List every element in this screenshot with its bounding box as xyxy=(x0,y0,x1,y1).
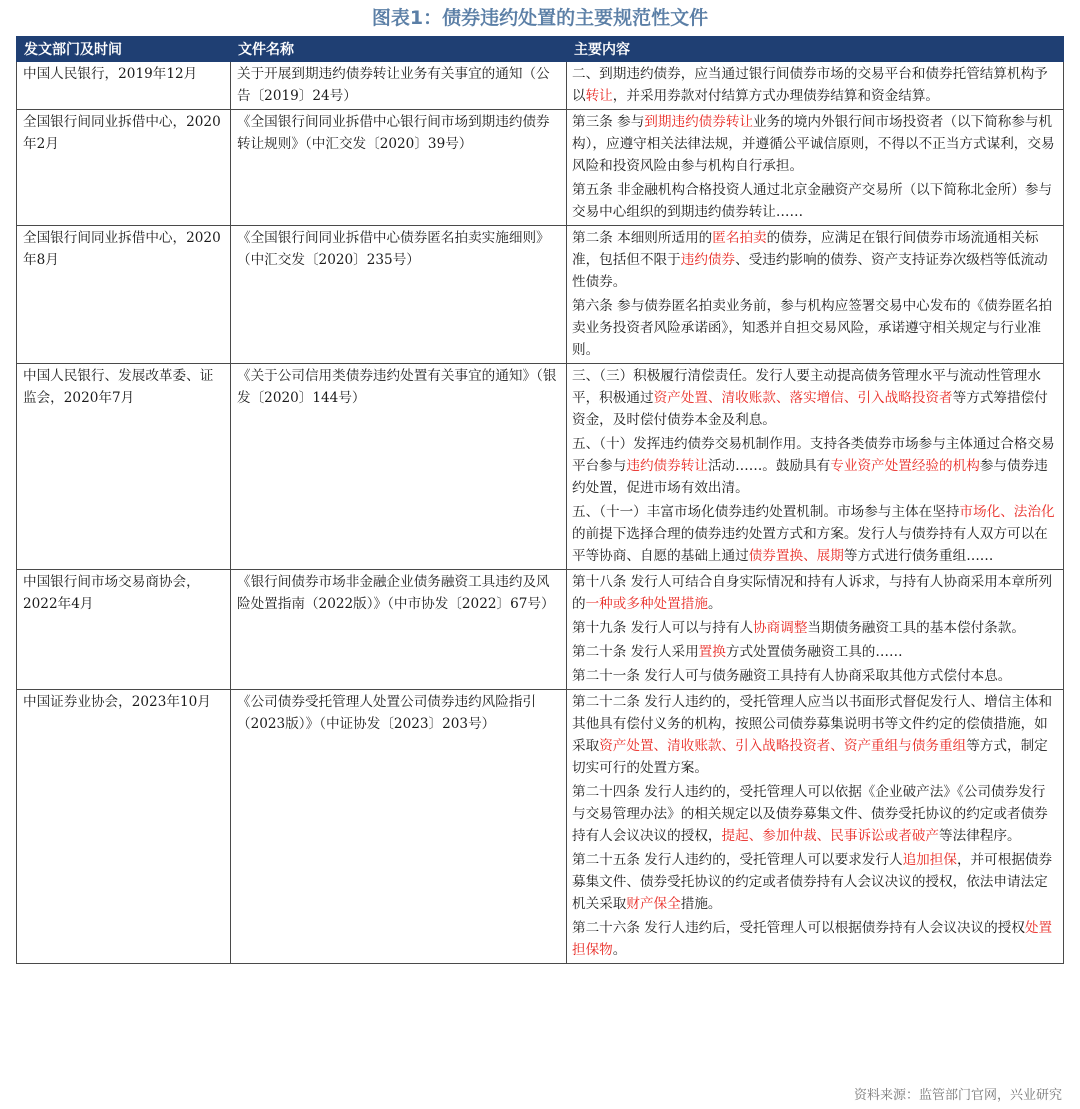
header-content: 主要内容 xyxy=(567,37,1064,62)
content-cell xyxy=(567,62,1064,110)
content-paragraph xyxy=(572,781,1058,847)
highlighted-text: 违约债券 xyxy=(680,252,736,268)
content-paragraph xyxy=(572,849,1058,915)
dept-cell: 全国银行间同业拆借中心，2020年8月 xyxy=(17,226,231,364)
content-paragraph xyxy=(572,617,1058,639)
table-row xyxy=(17,110,1064,226)
content-text: 第二十条 发行人采用 xyxy=(572,644,699,660)
content-text: 等法律程序。 xyxy=(939,828,1021,844)
highlighted-text: 专业资产处置经验的机构 xyxy=(830,458,980,474)
content-text: 五、（十）发挥违约债券交易机制作用。支持各类债券市场参与主体通过合格交易平台参与 xyxy=(572,436,1055,474)
header-row xyxy=(17,37,1064,62)
content-text: 第三条 参与 xyxy=(572,114,645,130)
content-text: 第十八条 发行人可结合自身实际情况和持有人诉求，与持有人协商采用本章所列的 xyxy=(572,574,1053,612)
content-text: ，并采用券款对付结算方式办理债券结算和资金结算。 xyxy=(612,88,940,104)
highlighted-text: 资产处置、清收账款、引入战略投资者、资产重组与债务重组 xyxy=(599,738,967,754)
header-doc: 文件名称 xyxy=(231,37,567,62)
content-text: 第二十五条 发行人违约的，受托管理人可以要求发行人 xyxy=(572,852,903,868)
content-text: 的前提下选择合理的债券违约处置方式和方案。发行人与债券持有人双方可以在平等协商、自愿的基础上通过 xyxy=(572,526,1048,564)
content-text: 、受违约影响的债券、资产支持证券次级档等低流动性债券。 xyxy=(572,252,1048,290)
content-paragraph xyxy=(572,433,1058,499)
content-paragraph xyxy=(572,227,1058,293)
highlighted-text: 违约债券转让 xyxy=(626,458,708,474)
content-text: 等方式筹措偿付资金，及时偿付债券本金及利息。 xyxy=(572,390,1048,428)
content-text: 活动……。鼓励具有 xyxy=(707,458,831,474)
content-text: 第二十一条 发行人可与债务融资工具持有人协商采取其他方式偿付本息。 xyxy=(572,668,1012,684)
header-dept: 发文部门及时间 xyxy=(17,37,231,62)
highlighted-text: 债券置换、展期 xyxy=(748,548,844,564)
content-text: 二、到期违约债券，应当通过银行间债券市场的交易平台和债券托管结算机构予以 xyxy=(572,66,1048,104)
dept-cell: 中国人民银行、发展改革委、证监会，2020年7月 xyxy=(17,364,231,570)
content-text: 第二十六条 发行人违约后，受托管理人可以根据债券持有人会议决议的授权 xyxy=(572,920,1025,936)
content-paragraph xyxy=(572,365,1058,431)
content-text: 三、（三）积极履行清偿责任。发行人要主动提高债务管理水平与流动性管理水平，积极通过 xyxy=(572,368,1041,406)
highlighted-text: 协商调整 xyxy=(753,620,808,636)
content-text: 。 xyxy=(707,596,722,612)
dept-cell: 全国银行间同业拆借中心，2020年2月 xyxy=(17,110,231,226)
content-text: 五、（十一）丰富市场化债券违约处置机制。市场参与主体在坚持 xyxy=(572,504,960,520)
doc-name-cell: 《全国银行间同业拆借中心银行间市场到期违约债券转让规则》（中汇交发〔2020〕39号） xyxy=(231,110,567,226)
content-text: 业务的境内外银行间市场投资者（以下简称参与机构），应遵守相关法律法规，并遵循公平诚信原则，不得以不正当方式谋利，交易风险和投资风险由参与机构自行承担。 xyxy=(572,114,1055,174)
content-text: 第二十二条 发行人违约的，受托管理人应当以书面形式督促发行人、增信主体和其他具有偿付义务的机构，按照公司债券募集说明书等文件约定的偿债措施，如采取 xyxy=(572,694,1053,754)
doc-name-cell: 《关于公司信用类债券违约处置有关事宜的通知》（银发〔2020〕144号） xyxy=(231,364,567,570)
highlighted-text: 财产保全 xyxy=(626,896,681,912)
content-paragraph xyxy=(572,501,1058,567)
content-cell xyxy=(567,570,1064,690)
content-text: 第二十四条 发行人违约的，受托管理人可以依据《企业破产法》《公司债券发行与交易管理办法》的相关规定以及债券募集文件、债券受托协议的约定或者债券持有人会议决议的授权， xyxy=(572,784,1048,844)
content-text: 第十九条 发行人可以与持有人 xyxy=(572,620,754,636)
content-paragraph xyxy=(572,665,1058,687)
content-paragraph xyxy=(572,571,1058,615)
dept-cell: 中国银行间市场交易商协会，2022年4月 xyxy=(17,570,231,690)
table-row xyxy=(17,364,1064,570)
content-paragraph xyxy=(572,691,1058,779)
content-paragraph xyxy=(572,111,1058,177)
table-row xyxy=(17,570,1064,690)
content-paragraph xyxy=(572,641,1058,663)
doc-name-cell: 关于开展到期违约债券转让业务有关事宜的通知（公告〔2019〕24号） xyxy=(231,62,567,110)
content-text: 的债券，应满足在银行间债券市场流通相关标准，包括但不限于 xyxy=(572,230,1039,268)
highlighted-text: 追加担保 xyxy=(902,852,957,868)
highlighted-text: 匿名拍卖 xyxy=(712,230,767,246)
source-note: 资料来源：监管部门官网，兴业研究 xyxy=(853,1088,1062,1103)
table-row xyxy=(17,690,1064,964)
content-text: 。 xyxy=(612,942,627,958)
content-cell xyxy=(567,690,1064,964)
content-paragraph xyxy=(572,179,1058,223)
content-text: ，并可根据债券募集文件、债券受托协议的约定或者债券持有人会议决议的授权，依法申请法定机关采取 xyxy=(572,852,1053,912)
highlighted-text: 提起、参加仲裁、民事诉讼或者破产 xyxy=(721,828,940,844)
table-row xyxy=(17,62,1064,110)
content-cell xyxy=(567,226,1064,364)
doc-name-cell: 《全国银行间同业拆借中心债券匿名拍卖实施细则》（中汇交发〔2020〕235号） xyxy=(231,226,567,364)
doc-name-cell: 《银行间债券市场非金融企业债务融资工具违约及风险处置指南（2022版）》（中市协发〔2022〕67号） xyxy=(231,570,567,690)
content-paragraph xyxy=(572,917,1058,961)
content-text: 第五条 非金融机构合格投资人通过北京金融资产交易所（以下简称北金所）参与交易中心组织的到期违约债券转让…… xyxy=(572,182,1053,220)
content-text: 措施。 xyxy=(680,896,722,912)
content-cell xyxy=(567,110,1064,226)
content-text: 当期债务融资工具的基本偿付条款。 xyxy=(807,620,1025,636)
highlighted-text: 市场化、法治化 xyxy=(959,504,1055,520)
regulation-table xyxy=(16,36,1064,964)
content-text: 参与债券违约处置，促进市场有效出清。 xyxy=(572,458,1048,496)
content-text: 方式处置债务融资工具的…… xyxy=(725,644,903,660)
highlighted-text: 处置担保物 xyxy=(572,920,1053,958)
content-cell xyxy=(567,364,1064,570)
content-paragraph xyxy=(572,295,1058,361)
dept-cell: 中国证券业协会，2023年10月 xyxy=(17,690,231,964)
content-text: 等方式进行债务重组…… xyxy=(843,548,994,564)
highlighted-text: 一种或多种处置措施 xyxy=(585,596,708,612)
dept-cell: 中国人民银行，2019年12月 xyxy=(17,62,231,110)
highlighted-text: 到期违约债券转让 xyxy=(644,114,754,130)
content-text: 第二条 本细则所适用的 xyxy=(572,230,713,246)
highlighted-text: 置换 xyxy=(698,644,726,660)
highlighted-text: 转让 xyxy=(585,88,613,104)
content-text: 第六条 参与债券匿名拍卖业务前，参与机构应签署交易中心发布的《债券匿名拍卖业务投资者风险承诺函》，知悉并自担交易风险，承诺遵守相关规定与行业准则。 xyxy=(572,298,1053,358)
highlighted-text: 资产处置、清收账款、落实增信、引入战略投资者 xyxy=(653,390,953,406)
content-text: 等方式，制定切实可行的处置方案。 xyxy=(572,738,1048,776)
table-title: 图表1：债券违约处置的主要规范性文件 xyxy=(371,7,709,29)
doc-name-cell: 《公司债券受托管理人处置公司债券违约风险指引（2023版）》（中证协发〔2023〕203号） xyxy=(231,690,567,964)
table-row xyxy=(17,226,1064,364)
content-paragraph xyxy=(572,63,1058,107)
